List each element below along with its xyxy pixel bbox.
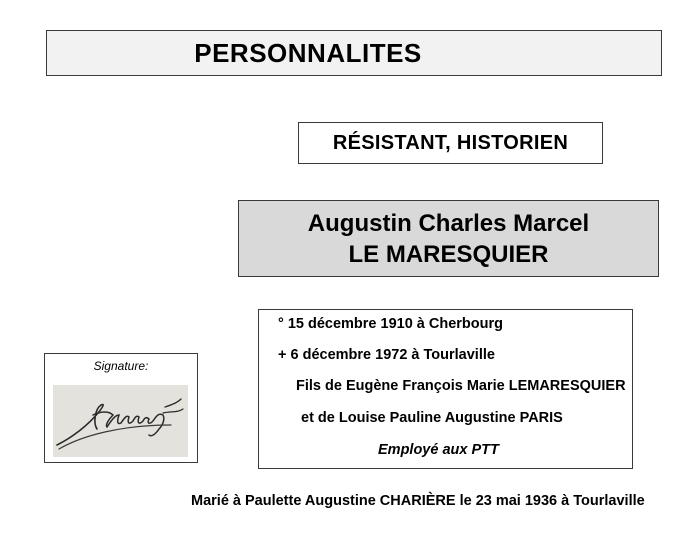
person-given-names: Augustin Charles Marcel xyxy=(307,209,590,237)
biography-details-box xyxy=(258,309,633,469)
role-label: RÉSISTANT, HISTORIEN xyxy=(332,131,569,154)
role-box xyxy=(298,122,603,164)
page-title: PERSONNALITES xyxy=(194,37,422,68)
marriage-line: Marié à Paulette Augustine CHARIÈRE le 23 mai 1936 à Tourlaville xyxy=(191,493,645,509)
signature-box xyxy=(44,353,198,463)
occupation-line: Employé aux PTT xyxy=(378,442,499,458)
father-line: Fils de Eugène François Marie LEMARESQUIER xyxy=(296,378,626,394)
signature-label: Signature: xyxy=(93,359,149,373)
signature-image xyxy=(53,385,188,457)
person-surname: LE MARESQUIER xyxy=(348,240,549,268)
person-name-box xyxy=(238,200,659,277)
death-line: + 6 décembre 1972 à Tourlaville xyxy=(278,347,495,363)
page-title-box xyxy=(46,30,662,76)
mother-line: et de Louise Pauline Augustine PARIS xyxy=(301,410,563,426)
birth-line: ° 15 décembre 1910 à Cherbourg xyxy=(278,316,504,332)
